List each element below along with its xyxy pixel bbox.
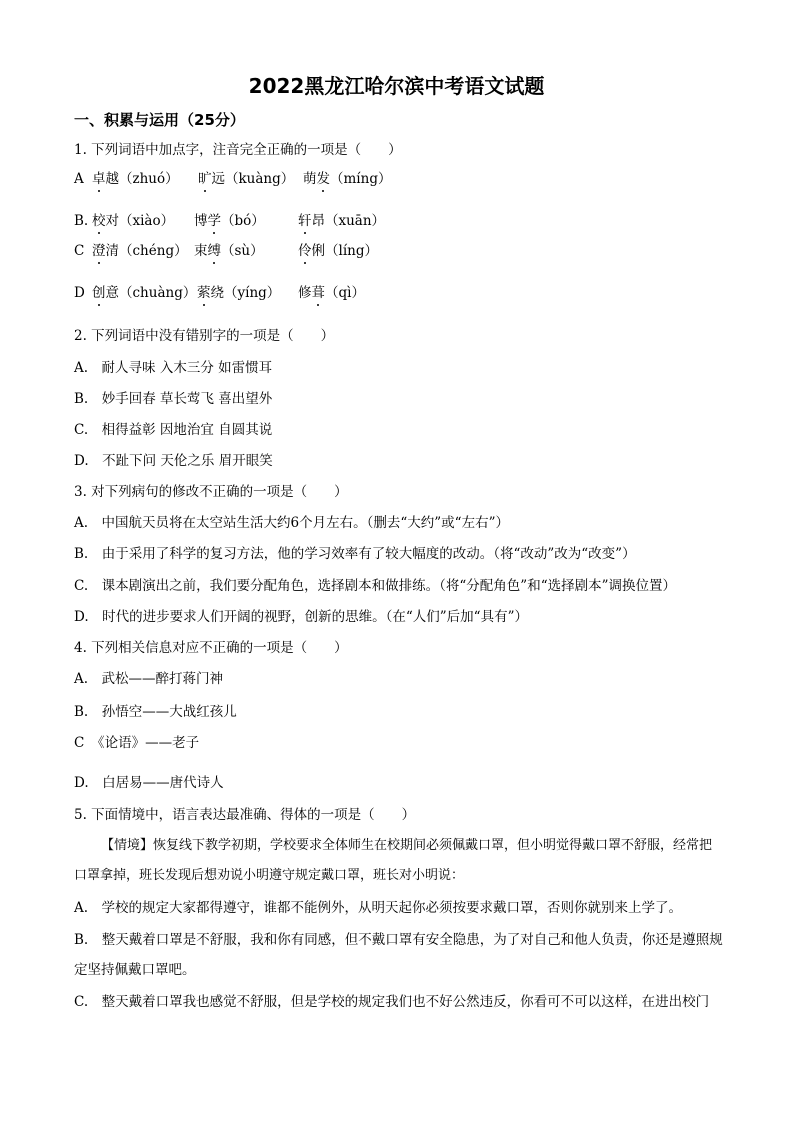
q1-option-b-word1: 校对（xiào） — [92, 213, 175, 229]
q1-option-b-label: B. — [74, 213, 89, 229]
q2-option-c: C. 相得益彰 因地治宜 自圆其说 — [74, 422, 273, 438]
q4-option-d: D. 白居易——唐代诗人 — [74, 775, 224, 791]
q2-stem: 2. 下列词语中没有错别字的一项是（ ） — [74, 328, 335, 344]
q1-option-a-word1: 卓越（zhuó） — [92, 171, 179, 187]
q1-option-b-word3: 轩昂（xuān） — [298, 213, 386, 229]
q1-option-a-word2: 旷远（kuàng） — [198, 171, 295, 187]
q1-option-c-word1: 澄清（chéng） — [92, 243, 188, 259]
q3-option-a: A. 中国航天员将在太空站生活大约6个月左右。（删去“大约”或“左右”） — [74, 515, 509, 531]
q4-option-a: A. 武松——醉打蒋门神 — [74, 671, 224, 687]
q3-option-c: C. 课本剧演出之前，我们要分配角色，选择剧本和做排练。（将“分配角色”和“选择剧本”调换位置） — [74, 578, 676, 594]
q4-stem: 4. 下列相关信息对应不正确的一项是（ ） — [74, 640, 348, 656]
q1-option-d-label: D — [74, 285, 85, 301]
q1-option-d-word3: 修葺（qì） — [298, 285, 365, 301]
q1-option-b-word2: 博学（bó） — [194, 213, 265, 229]
q5-option-a: A. 学校的规定大家都得遵守，谁都不能例外，从明天起你必须按要求戴口罩，否则你就别来上学了。 — [74, 900, 683, 916]
q3-stem: 3. 对下列病句的修改不正确的一项是（ ） — [74, 484, 348, 500]
page-title: 2022黑龙江哈尔滨中考语文试题 — [248, 74, 545, 98]
q4-option-b: B. 孙悟空——大战红孩儿 — [74, 704, 237, 720]
q5-option-c: C. 整天戴着口罩我也感觉不舒服，但是学校的规定我们也不好公然违反，你看可不可以这样，在进出校门 — [74, 994, 710, 1010]
q3-option-d: D. 时代的进步要求人们开阔的视野，创新的思维。（在“人们”后加“具有”） — [74, 609, 528, 625]
q1-option-d-word2: 萦绕（yíng） — [197, 285, 281, 301]
q2-option-a: A. 耐人寻味 入木三分 如雷惯耳 — [74, 360, 273, 376]
q1-stem: 1. 下列词语中加点字，注音完全正确的一项是（ ） — [74, 142, 402, 158]
q1-option-a-label: A — [74, 171, 84, 187]
q1-option-c-word2: 束缚（sù） — [194, 243, 264, 259]
q5-option-b: B. 整天戴着口罩是不舒服，我和你有同感，但不戴口罩有安全隐患，为了对自己和他人负责，你还是遵照规定坚持佩戴口罩吧。 — [74, 932, 723, 978]
q2-option-b: B. 妙手回春 草长莺飞 喜出望外 — [74, 391, 273, 407]
q1-option-c-word3: 伶俐（líng） — [298, 243, 378, 259]
section-heading: 一、积累与运用（25分） — [74, 111, 245, 129]
q4-option-c: C 《论语》——老子 — [74, 735, 200, 751]
q1-option-c-label: C — [74, 243, 85, 259]
q3-option-b: B. 由于采用了科学的复习方法，他的学习效率有了较大幅度的改动。（将“改动”改为“改变”） — [74, 546, 636, 562]
q5-context: 【情境】恢复线下教学初期，学校要求全体师生在校期间必须佩戴口罩，但小明觉得戴口罩不舒服，经常把口罩拿掉，班长发现后想劝说小明遵守规定戴口罩，班长对小明说： — [74, 838, 713, 883]
q5-stem: 5. 下面情境中，语言表达最准确、得体的一项是（ ） — [74, 807, 416, 823]
q1-option-a-word3: 萌发（míng） — [303, 171, 392, 187]
q2-option-d: D. 不趾下问 天伦之乐 眉开眼笑 — [74, 453, 273, 469]
q1-option-d-word1: 创意（chuàng） — [92, 285, 197, 301]
